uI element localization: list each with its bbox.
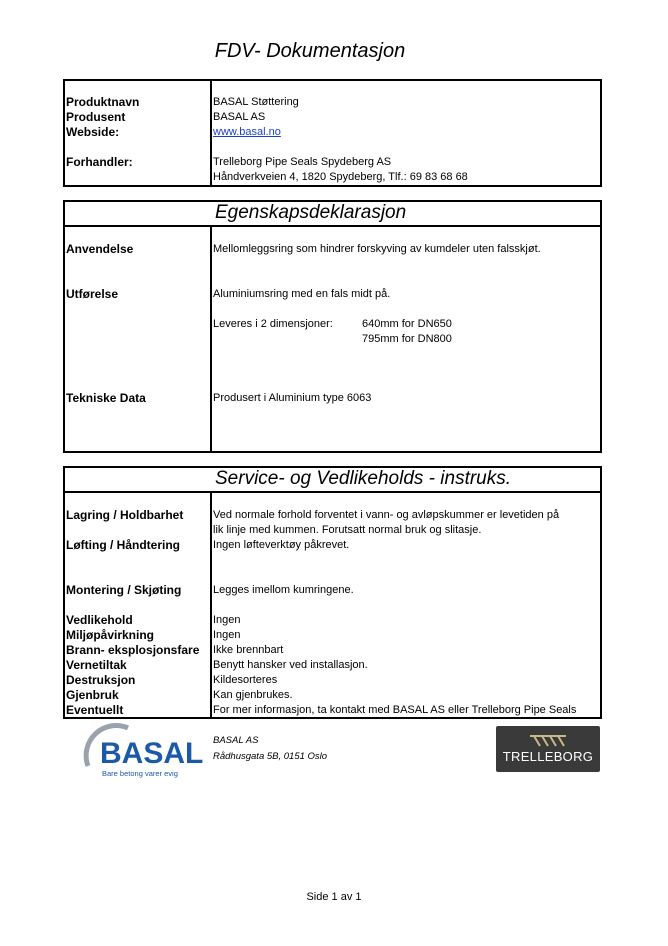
trelleborg-logo — [496, 726, 600, 772]
dimensions-label: Leveres i 2 dimensjoner: — [213, 318, 333, 330]
basal-logo-text: BASAL — [100, 737, 204, 770]
service-table-divider — [210, 491, 212, 719]
protection-value: Benytt hansker ved installasjon. — [213, 659, 368, 671]
dimension-2: 795mm for DN800 — [362, 333, 452, 345]
product-value: BASAL Støttering — [213, 96, 299, 108]
other-value: For mer informasjon, ta kontakt med BASAL AS eller Trelleborg Pipe Seals — [213, 704, 577, 716]
properties-table-divider — [210, 225, 212, 453]
basal-tagline: Bare betong varer evig — [102, 769, 178, 778]
producer-label: Produsent — [66, 110, 126, 124]
reuse-label: Gjenbruk — [66, 688, 119, 702]
page-number: Side 1 av 1 — [306, 891, 362, 903]
service-header: Service- og Vedlikeholds - instruks. — [215, 468, 512, 489]
tech-label: Tekniske Data — [66, 391, 146, 405]
use-label: Anvendelse — [66, 242, 134, 256]
lifting-value: Ingen løfteverktøy påkrevet. — [213, 539, 350, 551]
mounting-value: Legges imellom kumringene. — [213, 584, 354, 596]
trelleborg-logo-text: TRELLEBORG — [502, 749, 594, 764]
protection-label: Vernetiltak — [66, 658, 127, 672]
environment-label: Miljøpåvirkning — [66, 628, 155, 642]
tech-value: Produsert i Aluminium type 6063 — [213, 392, 372, 404]
product-label: Produktnavn — [66, 95, 140, 109]
fire-label: Brann- eksplosjonsfare — [66, 643, 200, 657]
storage-label: Lagring / Holdbarhet — [66, 508, 184, 522]
dealer-address: Håndverkveien 4, 1820 Spydeberg, Tlf.: 69 83 68 68 — [213, 171, 468, 183]
storage-line-1: Ved normale forhold forventet i vann- og avløpskummer er levetiden på — [213, 509, 560, 521]
producer-value: BASAL AS — [213, 111, 266, 123]
info-table-divider — [210, 79, 212, 187]
footer-address: Rådhusgata 5B, 0151 Oslo — [213, 751, 328, 762]
fire-value: Ikke brennbart — [213, 644, 284, 656]
design-value: Aluminiumsring med en fals midt på. — [213, 288, 391, 300]
basal-logo — [78, 722, 204, 780]
footer-company: BASAL AS — [213, 735, 259, 746]
mounting-label: Montering / Skjøting — [66, 583, 182, 597]
other-label: Eventuellt — [66, 703, 124, 717]
destruction-label: Destruksjon — [66, 673, 136, 687]
dealer-label: Forhandler: — [66, 155, 133, 169]
service-header-line — [63, 491, 602, 493]
design-label: Utførelse — [66, 287, 119, 301]
document-title: FDV- Dokumentasjon — [214, 40, 406, 62]
dimension-1: 640mm for DN650 — [362, 318, 452, 330]
website-link[interactable]: www.basal.no — [213, 126, 281, 138]
website-label: Webside: — [66, 125, 120, 139]
dealer-name: Trelleborg Pipe Seals Spydeberg AS — [213, 156, 392, 168]
destruction-value: Kildesorteres — [213, 674, 278, 686]
maintenance-label: Vedlikehold — [66, 613, 133, 627]
maintenance-value: Ingen — [213, 614, 241, 626]
properties-header-line — [63, 225, 602, 227]
environment-value: Ingen — [213, 629, 241, 641]
properties-header: Egenskapsdeklarasjon — [215, 202, 407, 223]
reuse-value: Kan gjenbrukes. — [213, 689, 293, 701]
lifting-label: Løfting / Håndtering — [66, 538, 180, 552]
use-value: Mellomleggsring som hindrer forskyving av kumdeler uten falsskjøt. — [213, 243, 541, 255]
storage-line-2: lik linje med kummen. Forutsatt normal bruk og slitasje. — [213, 524, 482, 536]
